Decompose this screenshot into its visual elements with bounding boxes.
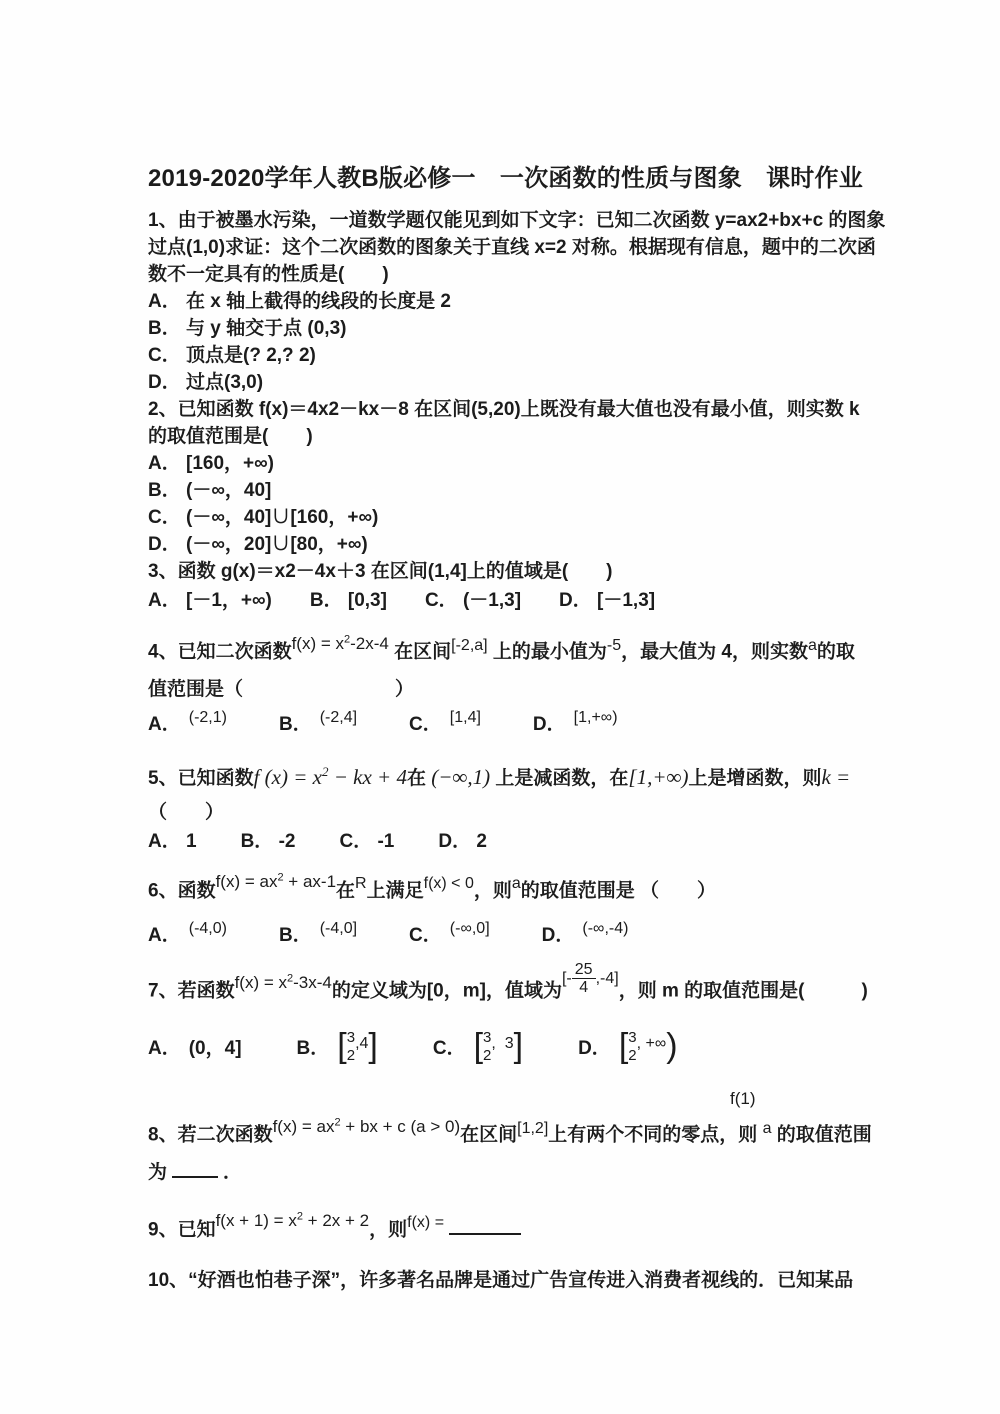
q6-text-3: 上满足 (366, 880, 424, 902)
q7-option-b (296, 1026, 378, 1065)
fraction-close: ,-4] (595, 969, 619, 987)
question-10 (148, 1267, 872, 1294)
q7-options-row (148, 1026, 872, 1065)
q3-option-d: D． [－1,3] (559, 590, 656, 611)
stack-top: 3 (483, 1028, 492, 1046)
q10-stem-line-1: 10、“好酒也怕巷子深”，许多著名品牌是通过广告宣传进入消费者视线的．已知某品 (148, 1270, 854, 1292)
q8-fraction-numerator-f1: f(1) (730, 1088, 756, 1108)
q4-text-3: 上的最小值为 (487, 641, 607, 663)
q8-answer-prefix: 为 (148, 1161, 168, 1183)
q9-text-1: 9、已知 (148, 1219, 216, 1241)
question-1 (148, 207, 886, 396)
option-label: D． (541, 925, 575, 947)
formula-part: f(x) = x (234, 972, 287, 992)
q4-text-2: 在区间 (388, 641, 452, 663)
option-interval (618, 1026, 678, 1065)
q6-option-d (542, 920, 629, 947)
q2-option-a: A． [160，+∞) (148, 453, 274, 474)
q8-stem-line-2 (148, 1159, 872, 1186)
option-value: (0，4] (188, 1038, 242, 1060)
q2-stem-line-1: 2、已知函数 f(x)＝4x2－kx－8 在区间(5,20)上既没有最大值也没有最小值，则实数 k (148, 399, 860, 420)
stack-top: 3 (346, 1028, 356, 1046)
q6-formula (216, 872, 336, 891)
formula-part: − kx + 4 (328, 764, 407, 789)
formula-exponent: 2 (296, 1210, 303, 1223)
q7-formula (235, 973, 332, 992)
q8-answer-period: ． (223, 1161, 243, 1183)
q5-text-2: 在 (406, 767, 432, 789)
q8-text-3: 上有两个不同的零点，则 (548, 1124, 763, 1146)
fraction-25-4 (572, 961, 596, 997)
q8-stem-line-1 (148, 1109, 872, 1159)
stack-top: 3 (628, 1028, 637, 1046)
formula-part: + ax-1 (283, 872, 337, 892)
q4-min-value: -5 (606, 636, 622, 654)
option-label: C． (409, 713, 442, 735)
q7-option-c (432, 1026, 524, 1065)
q1-stem-line-1: 1、由于被墨水污染，一道数学题仅能见到如下文字：已知二次函数 y=ax2+bx+c 的图象 (148, 210, 886, 231)
option-value: (-4,0] (319, 920, 358, 938)
q5-option-c: C． -1 (339, 830, 395, 852)
option-value: (-∞,-4) (582, 920, 629, 938)
formula-part: f(x) = ax (272, 1116, 335, 1136)
q5-var-k: k = (821, 764, 851, 789)
fraction-numerator: 25 (572, 961, 596, 980)
formula-part: f(x) = ax (215, 872, 278, 892)
formula-exponent: 2 (344, 633, 351, 645)
stack-bottom: 2 (483, 1046, 492, 1064)
question-9 (148, 1204, 872, 1254)
q3-options-row (148, 585, 872, 612)
q1-stem-line-2: 过点(1,0)求证：这个二次函数的图象关于直线 x=2 对称。根据现有信息，题中的二次函 (148, 237, 876, 258)
q5-interval-1: (−∞,1) (431, 764, 491, 789)
option-label: A． (148, 925, 181, 947)
question-7 (148, 960, 872, 1065)
bracket-open: [ (337, 1026, 347, 1065)
q7-text-3: ，则 m 的取值范围是( ) (618, 980, 868, 1002)
q6-option-c (409, 920, 490, 947)
bracket-close: ) (666, 1026, 678, 1065)
bracket-open: [ (618, 1026, 629, 1065)
q4-stem-line-1 (148, 626, 872, 676)
bracket-open: [ (473, 1026, 484, 1065)
bracket-close: ] (368, 1026, 378, 1065)
formula-part: -2x-4 (350, 633, 389, 653)
q4-text-5: 的取 (816, 641, 855, 663)
q6-text-2: 在 (336, 880, 356, 902)
option-value: (-4,0) (188, 920, 227, 938)
question-5 (148, 752, 872, 853)
q1-stem-line-3: 数不一定具有的性质是( ) (148, 264, 389, 285)
q8-interval: [1,2] (517, 1119, 549, 1137)
q7-text-2: 的定义域为[0，m]，值域为 (331, 980, 562, 1002)
bracket-close: ] (513, 1026, 524, 1065)
q9-stem-line-1 (148, 1204, 872, 1254)
formula-part: f (x) = x (253, 764, 322, 789)
formula-exponent: 2 (321, 763, 329, 779)
q6-set-R: R (355, 875, 367, 893)
q3-option-c: C． (－1,3] (424, 590, 522, 611)
stack-bottom: 2 (346, 1046, 356, 1064)
q6-stem-line-1 (148, 865, 872, 915)
interval-rest: ,4 (355, 1034, 369, 1052)
option-interval (337, 1026, 378, 1065)
q9-text-2: ，则 (369, 1219, 408, 1241)
option-label: A． (148, 713, 181, 735)
q8-text-2: 在区间 (460, 1124, 518, 1146)
stacked-fraction-3-2 (347, 1029, 355, 1065)
q3-stem: 3、函数 g(x)＝x2－4x＋3 在区间(1,4]上的值域是( ) (148, 561, 613, 582)
q1-option-b: B． 与 y 轴交于点 (0,3) (148, 318, 347, 339)
q7-option-a (148, 1033, 242, 1060)
stacked-fraction-3-2 (483, 1029, 491, 1065)
q7-stem-line-1 (148, 960, 872, 1017)
answer-blank-line (449, 1233, 521, 1235)
q6-text-4: ，则 (473, 880, 512, 902)
option-value: (-2,1) (188, 708, 227, 726)
option-value: (-∞,0] (449, 920, 490, 938)
q6-option-b (279, 920, 357, 947)
q5-stem-line-1 (148, 752, 872, 799)
q4-option-b (279, 709, 357, 736)
formula-exponent: 2 (277, 871, 284, 884)
question-2 (148, 396, 872, 558)
q1-option-a: A． 在 x 轴上截得的线段的长度是 2 (148, 291, 451, 312)
question-8 (148, 1089, 872, 1186)
q4-option-c (409, 709, 481, 736)
q5-text-4: 上是增函数，则 (688, 767, 822, 789)
q4-option-a (148, 709, 227, 736)
option-label: C． (409, 925, 442, 947)
q8-text-4: 的取值范围 (771, 1124, 872, 1146)
formula-part: + 2x + 2 (302, 1211, 370, 1231)
q2-option-b: B． (－∞，40] (148, 480, 272, 501)
option-value: (-2,4] (319, 708, 358, 726)
q2-option-d: D． (－∞，20]∪[80，+∞) (148, 534, 368, 555)
formula-part: f(x) = x (291, 633, 344, 653)
q6-condition: f(x) < 0 (423, 875, 474, 893)
question-6 (148, 865, 872, 948)
option-value: [1,+∞) (573, 708, 618, 726)
page-title: 2019-2020学年人教B版必修一 一次函数的性质与图象 课时作业 (148, 165, 863, 192)
interval-rest: , 3 (491, 1034, 514, 1052)
option-label: A． (148, 1038, 181, 1060)
q5-text-1: 5、已知函数 (148, 767, 254, 789)
q7-text-1: 7、若函数 (148, 980, 235, 1002)
question-3 (148, 558, 872, 612)
q5-interval-2: [1,+∞) (628, 764, 689, 789)
q8-text-1: 8、若二次函数 (148, 1124, 273, 1146)
q6-text-1: 6、函数 (148, 880, 216, 902)
option-value: [1,4] (449, 708, 481, 726)
q4-options-row (148, 709, 872, 736)
formula-part: + bx + c (340, 1116, 406, 1136)
q6-text-5: 的取值范围是 （ ） (520, 880, 717, 902)
q2-option-c: C． (－∞，40]∪[160，+∞) (148, 507, 379, 528)
q4-formula (292, 634, 389, 653)
q8-formula (273, 1117, 461, 1136)
fraction-open: [- (561, 969, 572, 987)
option-label: D． (532, 713, 566, 735)
formula-condition: (a > 0) (405, 1116, 461, 1136)
formula-exponent: 2 (287, 972, 294, 985)
interval-rest: , +∞ (636, 1034, 667, 1052)
q7-option-d (578, 1026, 678, 1065)
q5-options-row (148, 826, 872, 853)
formula-exponent: 2 (334, 1115, 341, 1128)
document-content (148, 0, 886, 1294)
q4-text-1: 4、已知二次函数 (148, 641, 292, 663)
q6-var-a: a (511, 875, 521, 893)
q3-option-b: B． [0,3] (309, 590, 387, 611)
option-label: C． (432, 1038, 466, 1060)
option-label: B． (296, 1038, 330, 1060)
q4-option-d (533, 709, 618, 736)
fraction-denominator: 4 (579, 979, 589, 997)
q6-options-row (148, 920, 872, 947)
stacked-fraction-3-2 (628, 1029, 636, 1065)
q4-stem-line-2: 值范围是（ ） (148, 678, 415, 700)
answer-blank-line (172, 1176, 218, 1178)
q5-formula (254, 765, 407, 789)
q5-text-3: 上是减函数，在 (490, 767, 629, 789)
stack-bottom: 2 (628, 1046, 637, 1064)
q7-range-fraction (562, 955, 619, 1003)
q2-stem-line-2: 的取值范围是( ) (148, 426, 313, 447)
option-label: D． (578, 1038, 611, 1060)
q4-text-4: ，最大值为 4，则实数 (621, 641, 808, 663)
formula-part: -3x-4 (293, 972, 332, 992)
q4-var-a: a (807, 636, 817, 654)
q4-interval: [-2,a] (451, 636, 488, 654)
q9-formula (216, 1211, 370, 1230)
formula-part: f(x + 1) = x (215, 1211, 297, 1231)
q5-stem-line-2: （ ） (148, 801, 225, 823)
q8-fraction-denominator-a: a (762, 1119, 772, 1137)
q5-option-d: D． 2 (438, 830, 487, 852)
q5-option-a: A． 1 (148, 830, 197, 852)
option-label: B． (278, 925, 312, 947)
option-interval (473, 1026, 524, 1065)
q1-option-c: C． 顶点是(? 2,? 2) (148, 345, 316, 366)
option-label: B． (278, 713, 312, 735)
q3-option-a: A． [－1，+∞) (148, 590, 272, 611)
question-4 (148, 626, 872, 736)
q5-option-b: B． -2 (240, 830, 296, 852)
q1-option-d: D． 过点(3,0) (148, 372, 264, 393)
q9-fx-equals: f(x) = (407, 1214, 445, 1232)
q6-option-a (148, 920, 227, 947)
